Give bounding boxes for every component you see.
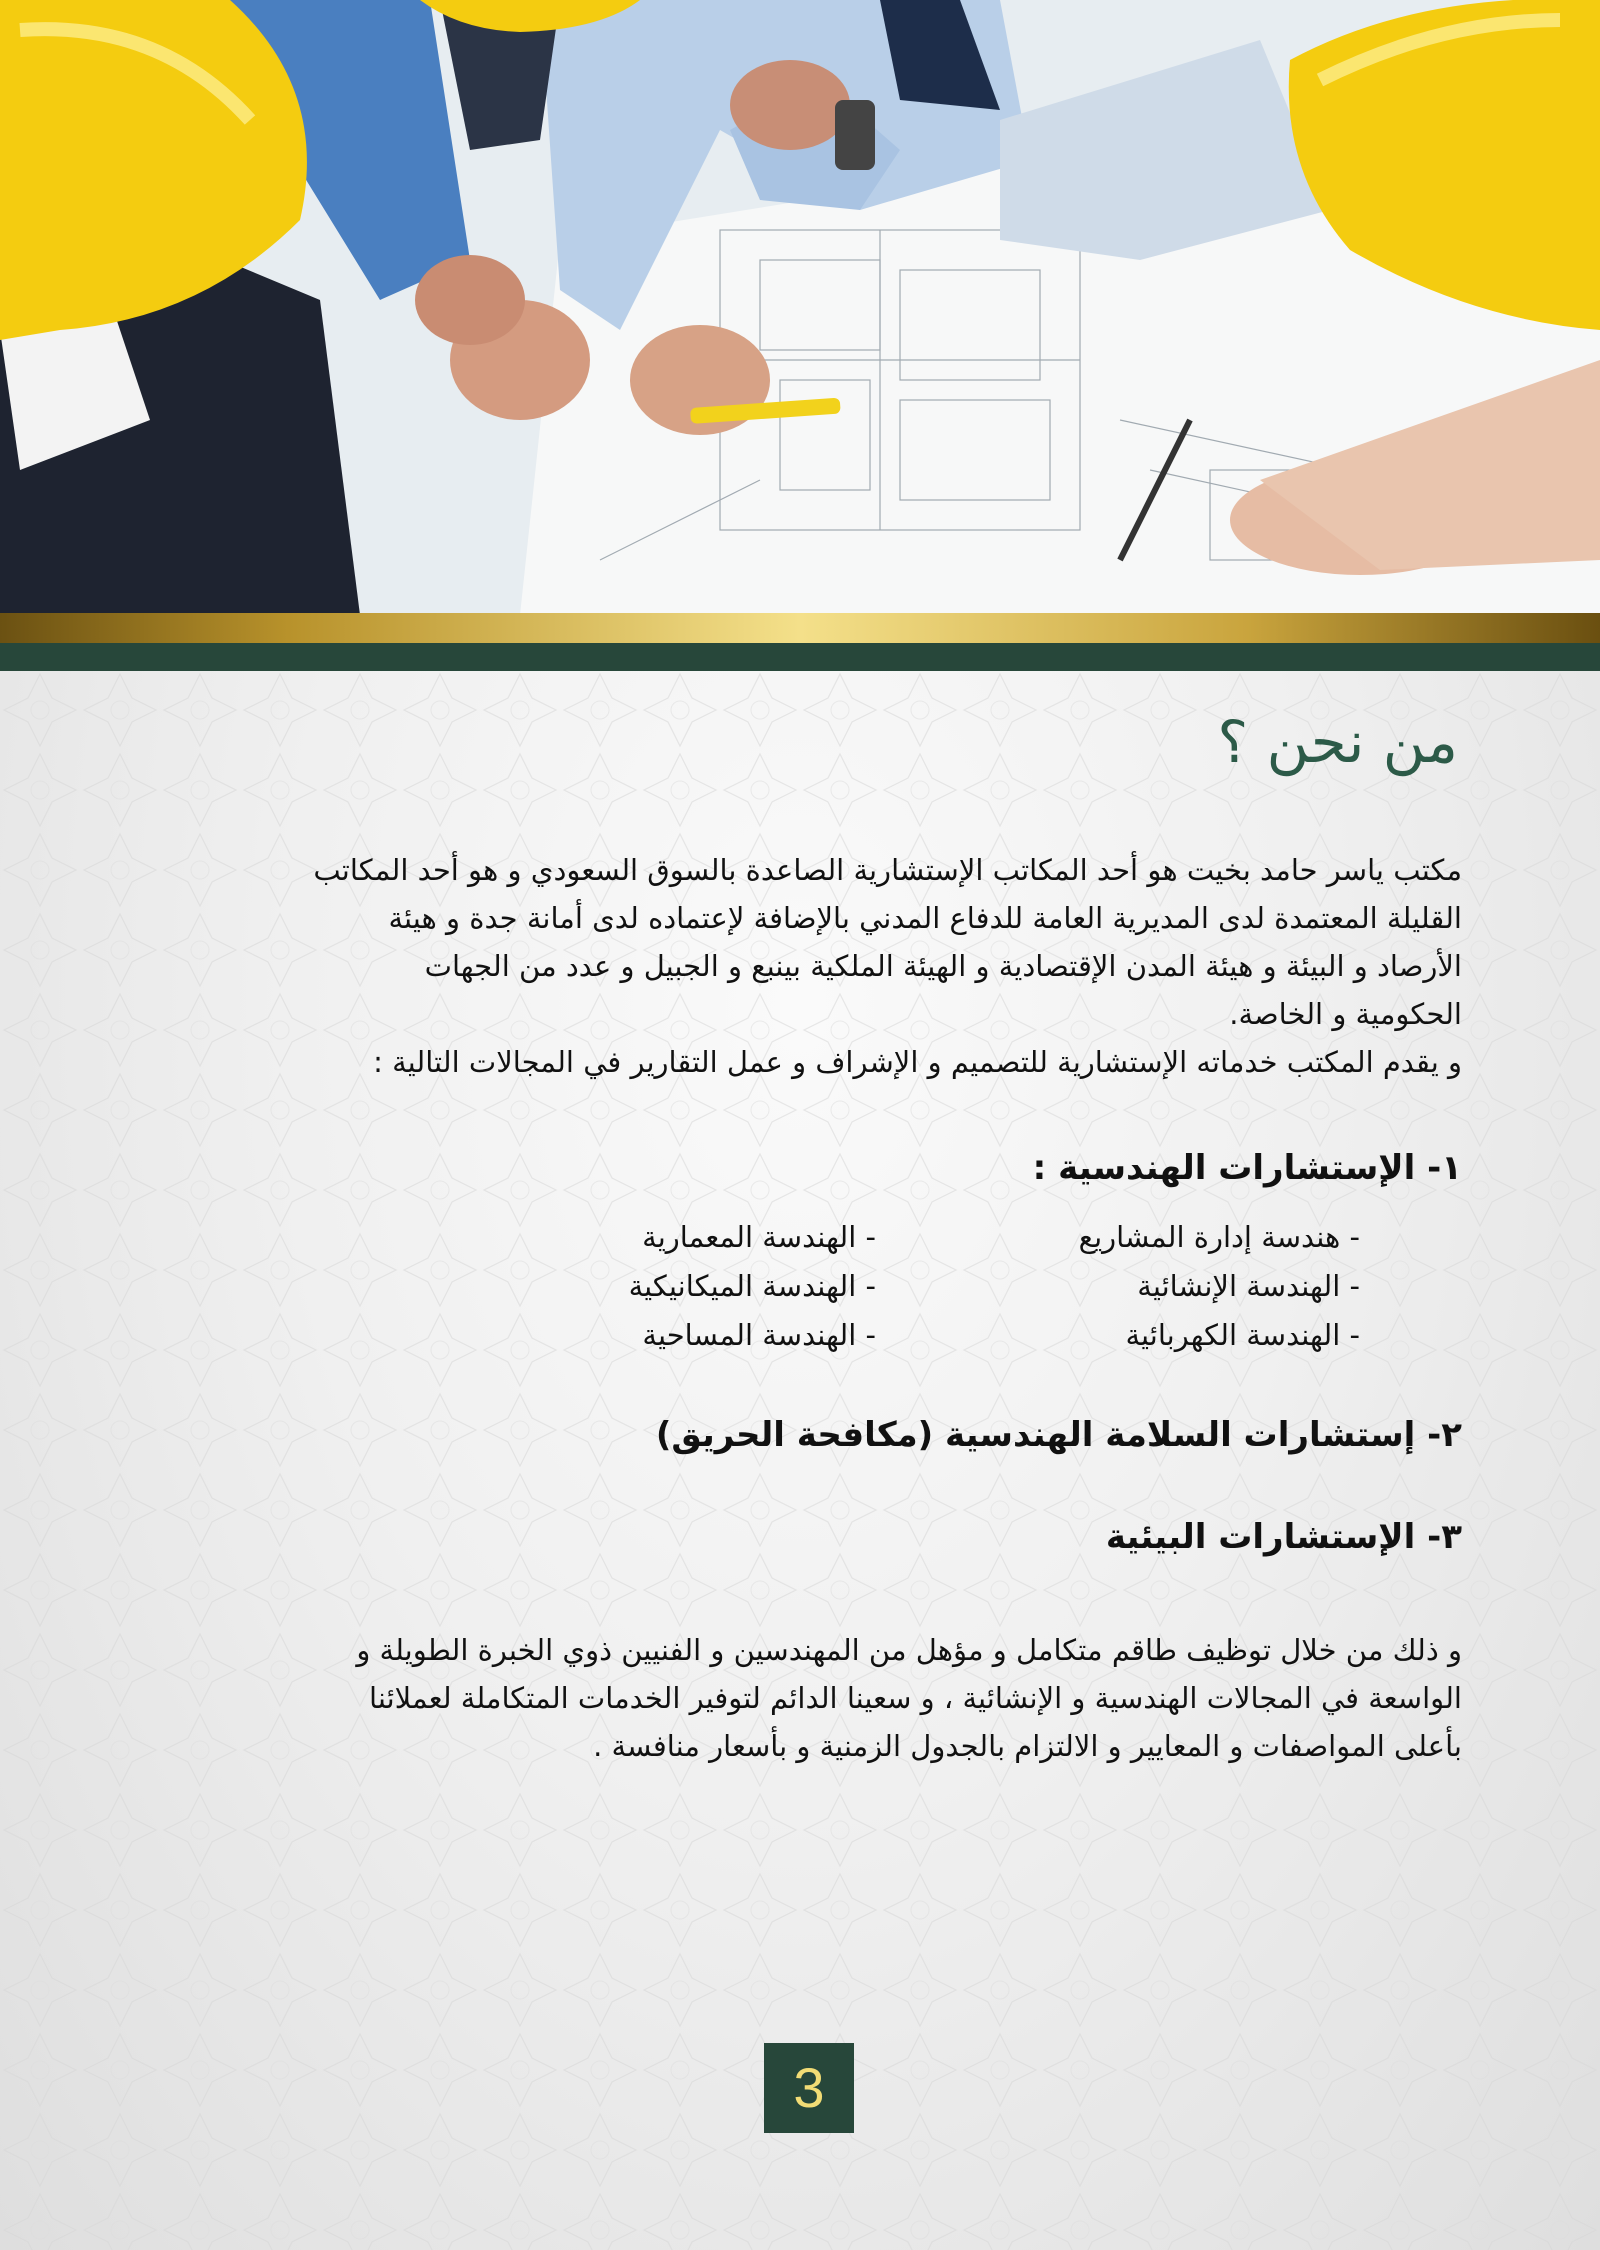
header-photo: [0, 0, 1600, 615]
page-number: 3: [764, 2043, 854, 2133]
closing-line: بأعلى المواصفات و المعايير و الالتزام بالجدول الزمنية و بأسعار منافسة .: [593, 1729, 1462, 1763]
environmental-heading: ٣- الإستشارات البيئية: [1105, 1517, 1462, 1557]
gold-divider: [0, 613, 1600, 643]
engineers-reviewing-blueprints-photo: [0, 0, 1600, 615]
list-item: - الهندسة المساحية: [642, 1318, 876, 1352]
list-item: - هندسة إدارة المشاريع: [1078, 1220, 1360, 1254]
intro-line: و يقدم المكتب خدماته الإستشارية للتصميم و الإشراف و عمل التقارير في المجالات التالية :: [373, 1045, 1462, 1079]
engineering-heading: ١- الإستشارات الهندسية :: [1032, 1148, 1462, 1188]
list-item: - الهندسة الكهربائية: [1125, 1318, 1360, 1352]
intro-line: القليلة المعتمدة لدى المديرية العامة للدفاع المدني بالإضافة لإعتماده لدى أمانة جدة و هيئة: [388, 901, 1462, 935]
list-item: - الهندسة الميكانيكية: [628, 1269, 876, 1303]
closing-paragraph: [140, 1626, 1462, 1770]
list-item: - الهندسة الإنشائية: [1137, 1269, 1360, 1303]
list-item: - الهندسة المعمارية: [642, 1220, 876, 1254]
section-title: من نحن ؟: [1217, 708, 1458, 776]
closing-line: الواسعة في المجالات الهندسية و الإنشائية ، و سعينا الدائم لتوفير الخدمات المتكاملة لعملائنا: [369, 1681, 1462, 1715]
engineering-list-left: [629, 1213, 876, 1360]
intro-line: الحكومية و الخاصة.: [1229, 997, 1462, 1031]
intro-paragraph: [140, 846, 1462, 1086]
green-divider: [0, 643, 1600, 671]
intro-line: الأرصاد و البيئة و هيئة المدن الإقتصادية و الهيئة الملكية بينبع و الجبيل و عدد من الجهات: [424, 949, 1462, 983]
intro-line: مكتب ياسر حامد بخيت هو أحد المكاتب الإستشارية الصاعدة بالسوق السعودي و هو أحد المكاتب: [313, 853, 1462, 887]
closing-line: و ذلك من خلال توظيف طاقم متكامل و مؤهل من المهندسين و الفنيين ذوي الخبرة الطويلة و: [356, 1633, 1462, 1667]
safety-heading: ٢- إستشارات السلامة الهندسية (مكافحة الحريق): [655, 1415, 1462, 1455]
engineering-list-right: [1079, 1213, 1360, 1360]
